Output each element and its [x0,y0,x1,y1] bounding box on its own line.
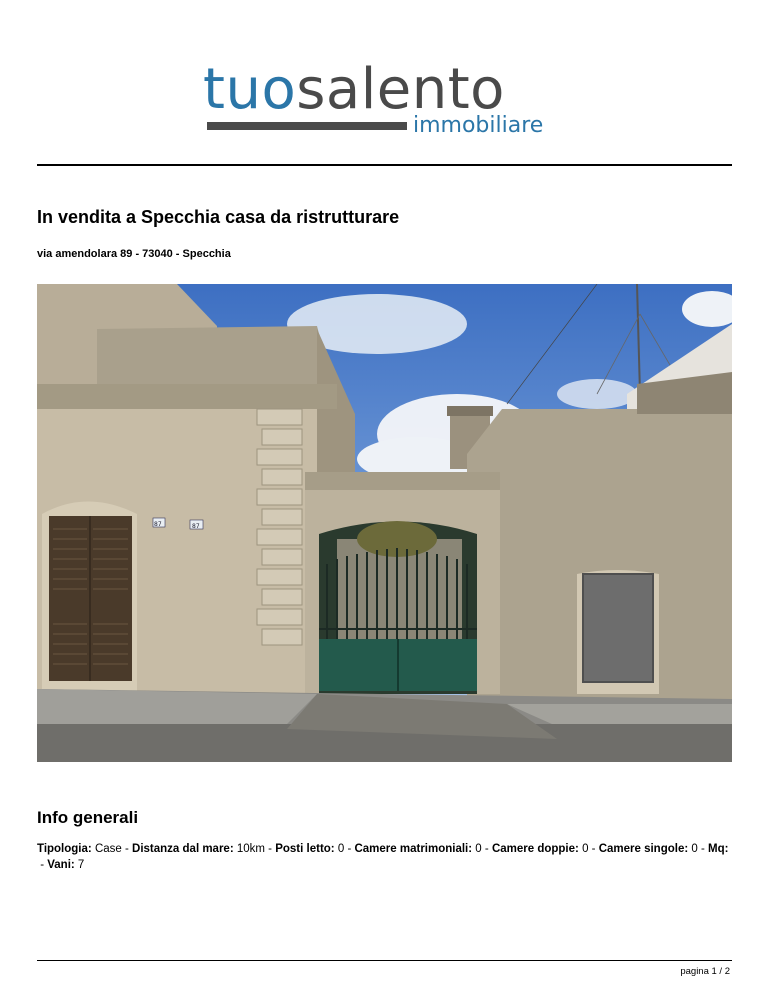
info-value: 0 [475,843,482,855]
logo-part-1: tuo [203,57,297,122]
info-separator: - [481,843,492,855]
info-label: Posti letto: [275,843,335,855]
info-label: Mq: [708,843,729,855]
info-separator: - [344,843,355,855]
listing-title: In vendita a Specchia casa da ristrutturare [37,207,400,227]
info-label: Camere singole: [598,843,689,855]
header-divider [37,164,732,166]
section-heading: Info generali [37,808,139,827]
footer-divider [37,960,732,961]
info-value: 0 [691,843,698,855]
info-value: 0 [337,843,345,855]
info-label: Camere matrimoniali: [354,843,473,855]
info-separator: - [121,843,133,855]
info-separator: - [588,843,599,855]
info-separator: - [37,859,48,871]
info-separator: - [697,843,709,855]
info-value: 0 [582,843,589,855]
house-number-1: 87 [154,521,162,528]
logo-underline [207,122,407,130]
info-value: Case [94,843,122,855]
property-photo-svg [37,284,732,762]
info-label: Camere doppie: [491,843,579,855]
logo-part-2: salento [296,57,505,122]
info-value: 10km [236,843,265,855]
info-label: Distanza dal mare: [132,843,234,855]
info-fields [37,841,732,873]
info-label: Tipologia: [37,843,92,855]
listing-address: via amendolara 89 - 73040 - Specchia [37,248,231,260]
info-separator: - [264,843,276,855]
logo-subtitle: immobiliare [413,113,544,138]
info-value: 7 [77,859,85,871]
logo-wordmark [203,57,505,122]
info-label: Vani: [47,859,75,871]
page-indicator: pagina 1 / 2 [680,966,730,977]
property-photo [37,284,732,762]
house-number-2: 87 [192,523,200,530]
logo [203,57,563,140]
